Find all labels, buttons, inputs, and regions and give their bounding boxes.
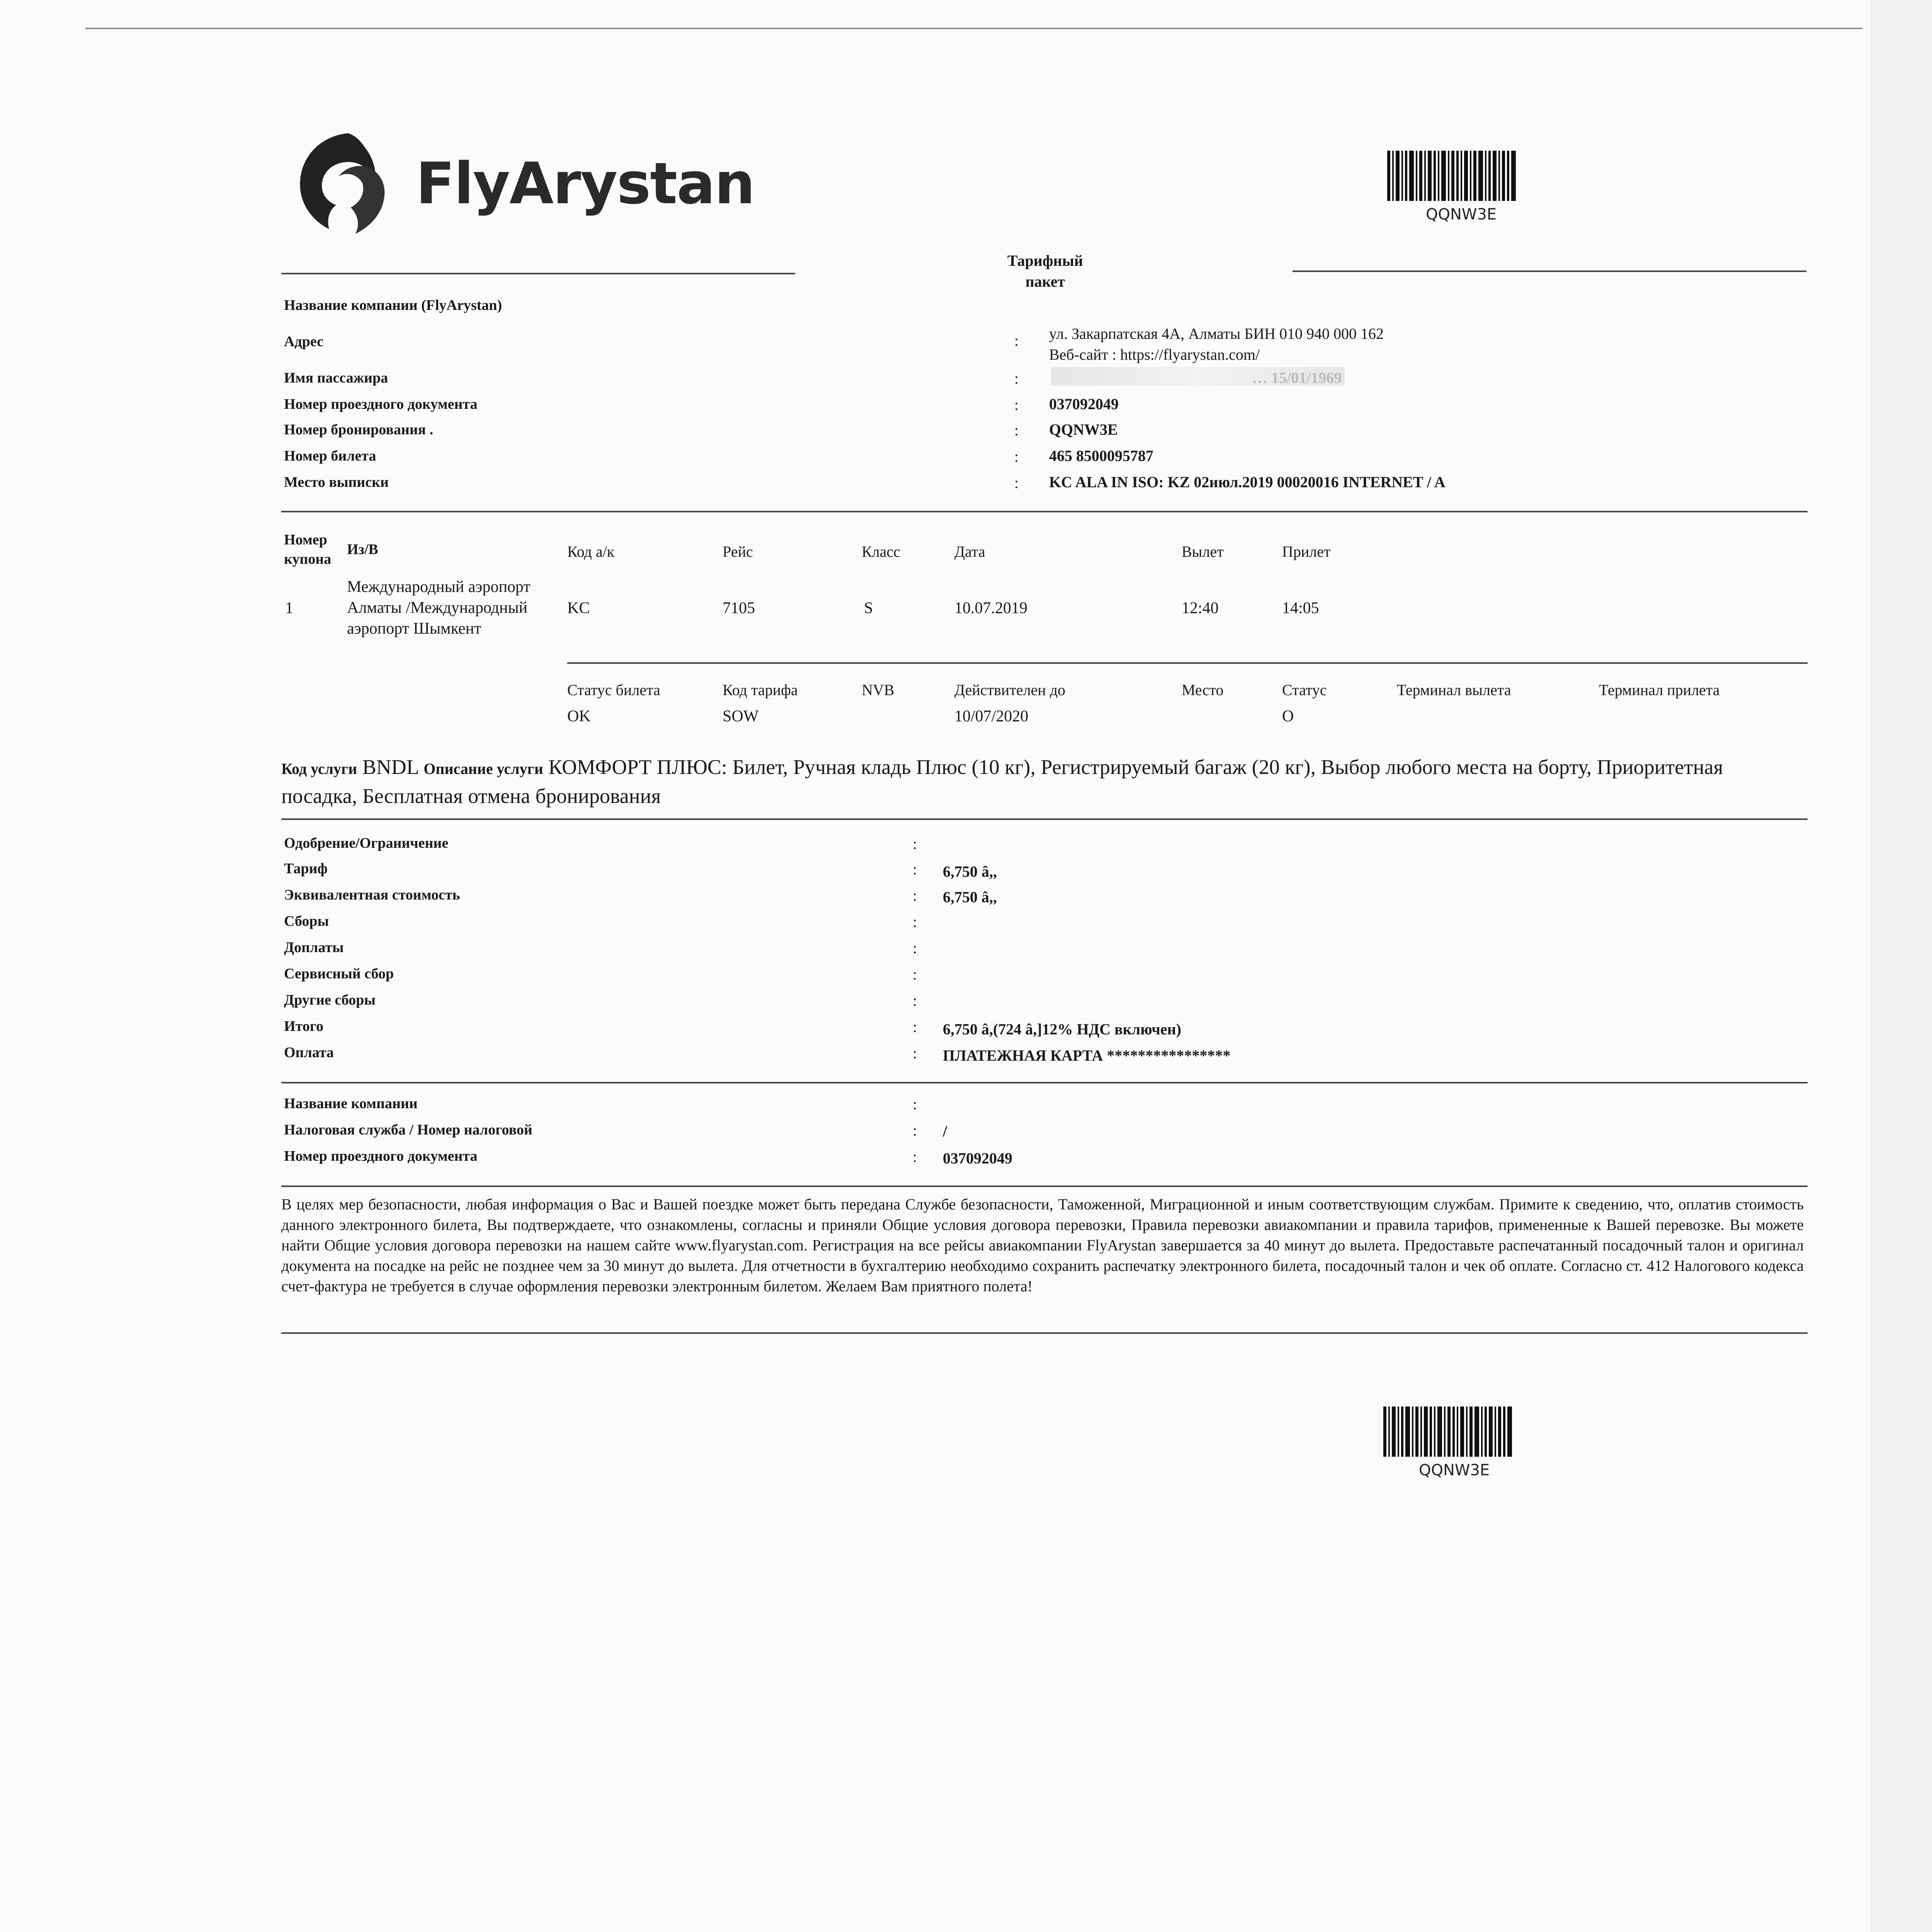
- col-from-to: Из/В: [347, 541, 378, 558]
- approval-label: Одобрение/Ограничение: [284, 835, 449, 851]
- total-label: Итого: [284, 1018, 324, 1034]
- service-fee-label: Сервисный сбор: [284, 966, 394, 982]
- col-seat: Место: [1182, 681, 1224, 699]
- passenger-colon: :: [1014, 370, 1019, 387]
- other-fees-label: Другие сборы: [284, 992, 376, 1008]
- scan-edge: [1870, 0, 1932, 1932]
- row2-valid-until: 10/07/2020: [954, 707, 1029, 725]
- scan-top-line: [85, 28, 1862, 29]
- divider-1: [281, 511, 1808, 512]
- address-label: Адрес: [284, 333, 323, 350]
- brand-logo: [286, 124, 754, 243]
- company-name-label: Название компании (FlyArystan): [284, 297, 502, 313]
- fees-colon: :: [913, 913, 917, 930]
- col-carrier: Код а/к: [567, 543, 615, 560]
- col-class: Класс: [862, 543, 900, 560]
- lion-icon: [286, 124, 406, 243]
- col-arr-terminal: Терминал прилета: [1599, 681, 1720, 699]
- barcode-bottom: [1383, 1406, 1530, 1457]
- row-date: 10.07.2019: [954, 599, 1027, 617]
- tariff-colon: :: [913, 861, 917, 878]
- service-description: [281, 753, 1773, 810]
- divider-6: [281, 1332, 1808, 1334]
- surcharges-label: Доплаты: [284, 939, 344, 956]
- divider-5: [281, 1185, 1808, 1187]
- issue-place-value: KC ALA IN ISO: KZ 02июл.2019 00020016 INTERNET / A: [1049, 473, 1446, 491]
- passenger-label: Имя пассажира: [284, 370, 388, 386]
- tax-doc-value: 037092049: [943, 1150, 1012, 1167]
- ticket-number-value: 465 8500095787: [1049, 447, 1153, 464]
- col-date: Дата: [954, 543, 985, 560]
- divider-4: [281, 1082, 1808, 1083]
- tax-service-label: Налоговая служба / Номер налоговой: [284, 1122, 532, 1138]
- issue-place-label: Место выписки: [284, 474, 389, 490]
- service-code-label: Код услуги: [281, 760, 357, 777]
- row-from-to: Международный аэропорт Алматы /Международный аэропорт Шымкент: [347, 578, 531, 638]
- divider-2: [567, 662, 1808, 664]
- total-colon: :: [913, 1018, 917, 1036]
- col-status: Статус: [1282, 681, 1327, 699]
- divider-3: [281, 818, 1808, 820]
- tax-company-label: Название компании: [284, 1095, 418, 1112]
- header-line-left: [281, 273, 795, 274]
- tariff-value: 6,750 â,,: [943, 863, 997, 880]
- row2-status: O: [1282, 707, 1294, 725]
- row2-ticket-status: OK: [567, 707, 591, 725]
- total-value: 6,750 â,(724 â,]12% НДС включен): [943, 1020, 1181, 1038]
- service-desc-label: Описание услуги: [423, 760, 543, 777]
- service-desc-value: КОМФОРТ ПЛЮС: Билет, Ручная кладь Плюс (10 кг), Регистрируемый багаж (20 кг), Выбор любого места на борту, Приоритетная посадка, Бесплатная отмена бронирования: [281, 755, 1723, 808]
- equiv-label: Эквивалентная стоимость: [284, 887, 460, 903]
- col-nvb: NVB: [862, 681, 895, 699]
- header-line-right: [1293, 270, 1806, 272]
- tariff-label: Тариф: [284, 861, 328, 877]
- tax-doc-colon: :: [913, 1148, 917, 1165]
- tax-company-colon: :: [913, 1095, 917, 1113]
- booking-label: Номер бронирования .: [284, 422, 434, 438]
- approval-colon: :: [913, 835, 917, 852]
- service-fee-colon: :: [913, 966, 917, 983]
- row-class: S: [864, 599, 873, 617]
- col-arrival: Прилет: [1282, 543, 1331, 560]
- passenger-value: … 15/01/1969: [1252, 369, 1342, 386]
- travel-doc-label: Номер проездного документа: [284, 396, 478, 412]
- website-value: Веб-сайт : https://flyarystan.com/: [1049, 346, 1260, 363]
- row2-fare-code: SOW: [723, 707, 759, 725]
- tax-service-value: /: [943, 1122, 947, 1140]
- col-dep-terminal: Терминал вылета: [1397, 681, 1511, 699]
- row-flight: 7105: [723, 599, 755, 617]
- col-coupon: Номер купона: [284, 532, 332, 567]
- address-colon: :: [1014, 332, 1019, 349]
- payment-value: ПЛАТЕЖНАЯ КАРТА ****************: [943, 1047, 1231, 1064]
- travel-doc-value: 037092049: [1049, 395, 1119, 413]
- booking-value: QQNW3E: [1049, 421, 1118, 438]
- tariff-package-label: Тарифный пакет: [1007, 252, 1083, 290]
- disclaimer-text: В целях мер безопасности, любая информация о Вас и Вашей поездке может быть передана Службе безопасности, Таможенной, Миграционной и иным соответствующим службам. Примите к сведению, что, оплатив стоимость данного электронного билета, Вы подтверждаете, что ознакомлены, согласны и приняли Общие условия договора перевозки, Правила перевозки авиакомпании и правила тарифов, примененные к Вашей перевозке. Вы можете найти Общие условия договора перевозки на нашем сайте www.flyarystan.com. Регистрация на все рейсы авиакомпании FlyArystan завершается за 40 минут до вылета. Предоставьте распечатанный посадочный талон и оригинал документа на посадке на рейс не позднее чем за 30 минут до вылета. Для отчетности в бухгалтерию необходимо сохранить распечатку электронного билета, посадочный талон и чек об оплате. Согласно ст. 412 Налогового кодекса счет-фактура не требуется в случае оформления перевозки электронным билетом. Желаем Вам приятного полета!: [281, 1196, 1804, 1295]
- equiv-value: 6,750 â,,: [943, 888, 997, 906]
- ticket-number-colon: :: [1014, 448, 1019, 465]
- fees-label: Сборы: [284, 913, 329, 929]
- barcode-bottom-label: QQNW3E: [1419, 1461, 1490, 1479]
- tax-service-colon: :: [913, 1122, 917, 1139]
- row-arrival: 14:05: [1282, 599, 1319, 617]
- surcharges-colon: :: [913, 939, 917, 957]
- barcode-top-label: QQNW3E: [1426, 206, 1497, 223]
- brand-name: FlyArystan: [416, 150, 755, 217]
- payment-colon: :: [913, 1044, 917, 1062]
- address-value: ул. Закарпатская 4А, Алматы БИН 010 940 000 162: [1049, 325, 1384, 342]
- row-carrier: KC: [567, 599, 590, 617]
- col-fare-code: Код тарифа: [723, 681, 798, 699]
- service-code-value: BNDL: [362, 755, 418, 779]
- travel-doc-colon: :: [1014, 396, 1019, 413]
- row-departure: 12:40: [1182, 599, 1219, 617]
- col-ticket-status: Статус билета: [567, 681, 660, 699]
- tax-doc-label: Номер проездного документа: [284, 1148, 478, 1164]
- barcode-top: [1387, 151, 1534, 201]
- payment-label: Оплата: [284, 1044, 334, 1061]
- row-coupon: 1: [285, 599, 293, 617]
- issue-place-colon: :: [1014, 474, 1019, 492]
- col-departure: Вылет: [1182, 543, 1224, 560]
- equiv-colon: :: [913, 887, 917, 904]
- ticket-number-label: Номер билета: [284, 448, 376, 464]
- other-fees-colon: :: [913, 992, 917, 1009]
- col-flight: Рейс: [723, 543, 753, 560]
- col-valid-until: Действителен до: [954, 681, 1066, 699]
- booking-colon: :: [1014, 422, 1019, 439]
